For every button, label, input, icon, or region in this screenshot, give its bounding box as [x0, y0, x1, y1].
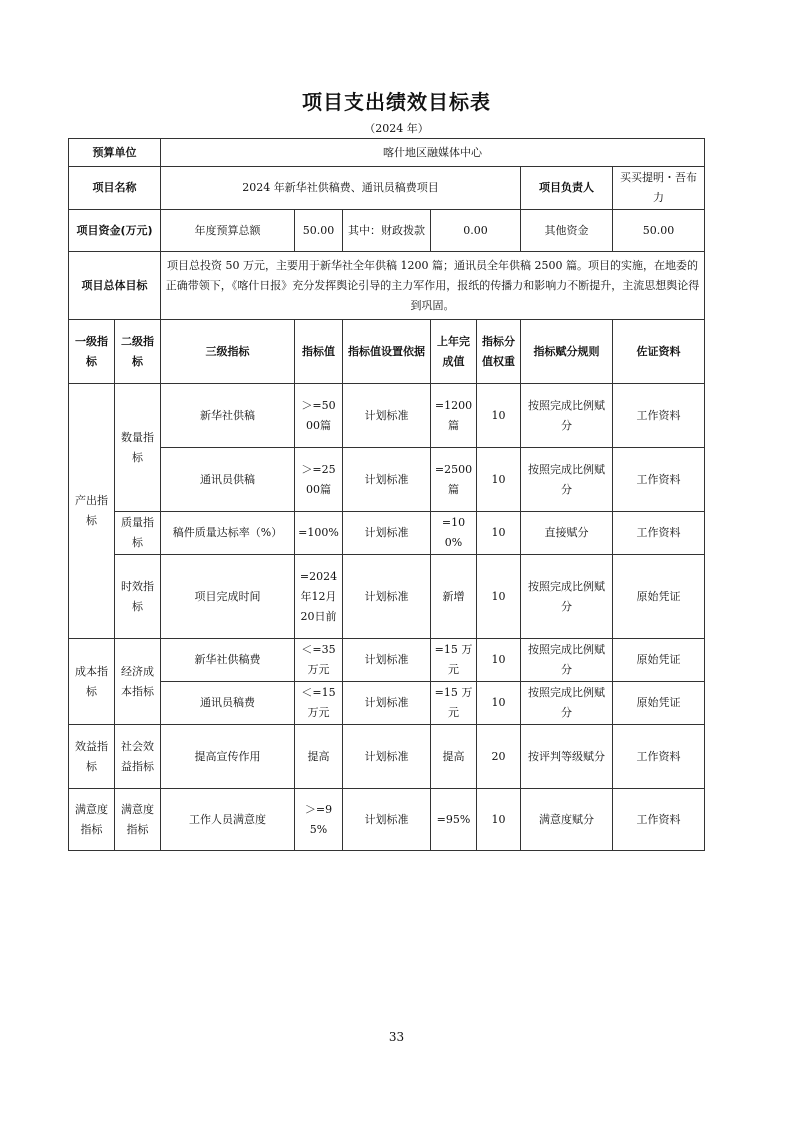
- fiscal-value: 0.00: [431, 210, 521, 252]
- row-evidence: 工作资料: [613, 789, 705, 851]
- row-evidence: 原始凭证: [613, 682, 705, 725]
- row-basis: 计划标准: [343, 682, 431, 725]
- row-rule: 按照完成比例赋分: [521, 384, 613, 448]
- row-last-year: =15 万元: [431, 682, 477, 725]
- subgroup-quality: 质量指标: [115, 512, 161, 555]
- overall-goal-text: 项目总投资 50 万元，主要用于新华社全年供稿 1200 篇；通讯员全年供稿 2500 篇。项目的实施，在地委的正确带领下，《喀什日报》充分发挥舆论引导的主力军作用，报纸的传播力和影响力不断提升，主流思想舆论得到巩固。: [161, 252, 705, 320]
- table-row: [69, 512, 705, 555]
- row-target: ＜=35万元: [295, 639, 343, 682]
- row-last-year: 提高: [431, 725, 477, 789]
- header-row: [69, 320, 705, 384]
- annual-budget-value: 50.00: [295, 210, 343, 252]
- group-satisfaction: 满意度指标: [69, 789, 115, 851]
- funds-row: [69, 210, 705, 252]
- row-rule: 按照完成比例赋分: [521, 448, 613, 512]
- row-weight: 10: [477, 384, 521, 448]
- row-target: =2024年12月20日前: [295, 555, 343, 639]
- manager-value: 买买提明・吾布力: [613, 167, 705, 210]
- row-weight: 20: [477, 725, 521, 789]
- page-number: 33: [388, 1030, 405, 1044]
- row-target: ＞=5000篇: [295, 384, 343, 448]
- header-evidence: 佐证资料: [613, 320, 705, 384]
- row-last-year: =1200篇: [431, 384, 477, 448]
- row-rule: 直接赋分: [521, 512, 613, 555]
- project-name-label: 项目名称: [69, 167, 161, 210]
- funds-label: 项目资金(万元): [69, 210, 161, 252]
- row-basis: 计划标准: [343, 448, 431, 512]
- table-row: [69, 384, 705, 448]
- row-l3: 工作人员满意度: [161, 789, 295, 851]
- year-label: （2024 年）: [364, 122, 429, 135]
- table-row: [69, 448, 705, 512]
- row-target: ＜=15万元: [295, 682, 343, 725]
- group-output: 产出指标: [69, 384, 115, 639]
- page-title: 项目支出绩效目标表: [302, 90, 491, 114]
- budget-unit-row: [69, 139, 705, 167]
- row-weight: 10: [477, 512, 521, 555]
- row-l3: 通讯员稿费: [161, 682, 295, 725]
- table-row: [69, 682, 705, 725]
- row-rule: 按照完成比例赋分: [521, 555, 613, 639]
- table-row: [69, 555, 705, 639]
- header-last-year: 上年完成值: [431, 320, 477, 384]
- budget-unit-label: 预算单位: [69, 139, 161, 167]
- subgroup-economic: 经济成本指标: [115, 639, 161, 725]
- row-target: =100%: [295, 512, 343, 555]
- row-last-year: 新增: [431, 555, 477, 639]
- header-level2: 二级指标: [115, 320, 161, 384]
- other-funds-value: 50.00: [613, 210, 705, 252]
- other-funds-label: 其他资金: [521, 210, 613, 252]
- row-basis: 计划标准: [343, 384, 431, 448]
- row-evidence: 工作资料: [613, 384, 705, 448]
- table-row: [69, 789, 705, 851]
- row-basis: 计划标准: [343, 789, 431, 851]
- subgroup-timeliness: 时效指标: [115, 555, 161, 639]
- row-rule: 满意度赋分: [521, 789, 613, 851]
- manager-label: 项目负责人: [521, 167, 613, 210]
- header-basis: 指标值设置依据: [343, 320, 431, 384]
- row-rule: 按评判等级赋分: [521, 725, 613, 789]
- row-l3: 通讯员供稿: [161, 448, 295, 512]
- fiscal-label: 其中：财政拨款: [343, 210, 431, 252]
- row-rule: 按照完成比例赋分: [521, 639, 613, 682]
- row-l3: 新华社供稿费: [161, 639, 295, 682]
- row-weight: 10: [477, 639, 521, 682]
- row-basis: 计划标准: [343, 725, 431, 789]
- overall-goal-row: [69, 252, 705, 320]
- row-basis: 计划标准: [343, 639, 431, 682]
- header-level1: 一级指标: [69, 320, 115, 384]
- header-target: 指标值: [295, 320, 343, 384]
- row-evidence: 工作资料: [613, 725, 705, 789]
- header-scoring: 指标赋分规则: [521, 320, 613, 384]
- subgroup-quantity: 数量指标: [115, 384, 161, 512]
- performance-table: [68, 138, 705, 851]
- row-evidence: 工作资料: [613, 512, 705, 555]
- row-weight: 10: [477, 682, 521, 725]
- row-weight: 10: [477, 555, 521, 639]
- row-weight: 10: [477, 789, 521, 851]
- overall-goal-label: 项目总体目标: [69, 252, 161, 320]
- budget-unit-value: 喀什地区融媒体中心: [161, 139, 705, 167]
- project-name-value: 2024 年新华社供稿费、通讯员稿费项目: [161, 167, 521, 210]
- row-last-year: =15 万元: [431, 639, 477, 682]
- row-l3: 提高宣传作用: [161, 725, 295, 789]
- group-benefit: 效益指标: [69, 725, 115, 789]
- row-target: 提高: [295, 725, 343, 789]
- table-row: [69, 725, 705, 789]
- row-last-year: =2500篇: [431, 448, 477, 512]
- row-evidence: 原始凭证: [613, 639, 705, 682]
- row-last-year: =100%: [431, 512, 477, 555]
- row-evidence: 原始凭证: [613, 555, 705, 639]
- subgroup-social: 社会效益指标: [115, 725, 161, 789]
- header-weight: 指标分值权重: [477, 320, 521, 384]
- subgroup-satisfaction: 满意度指标: [115, 789, 161, 851]
- row-weight: 10: [477, 448, 521, 512]
- row-l3: 新华社供稿: [161, 384, 295, 448]
- row-basis: 计划标准: [343, 555, 431, 639]
- group-cost: 成本指标: [69, 639, 115, 725]
- row-last-year: =95%: [431, 789, 477, 851]
- header-level3: 三级指标: [161, 320, 295, 384]
- row-rule: 按照完成比例赋分: [521, 682, 613, 725]
- row-l3: 项目完成时间: [161, 555, 295, 639]
- row-basis: 计划标准: [343, 512, 431, 555]
- annual-budget-label: 年度预算总额: [161, 210, 295, 252]
- row-l3: 稿件质量达标率（%）: [161, 512, 295, 555]
- row-evidence: 工作资料: [613, 448, 705, 512]
- project-name-row: [69, 167, 705, 210]
- row-target: ＞=2500篇: [295, 448, 343, 512]
- row-target: ＞=95%: [295, 789, 343, 851]
- table-row: [69, 639, 705, 682]
